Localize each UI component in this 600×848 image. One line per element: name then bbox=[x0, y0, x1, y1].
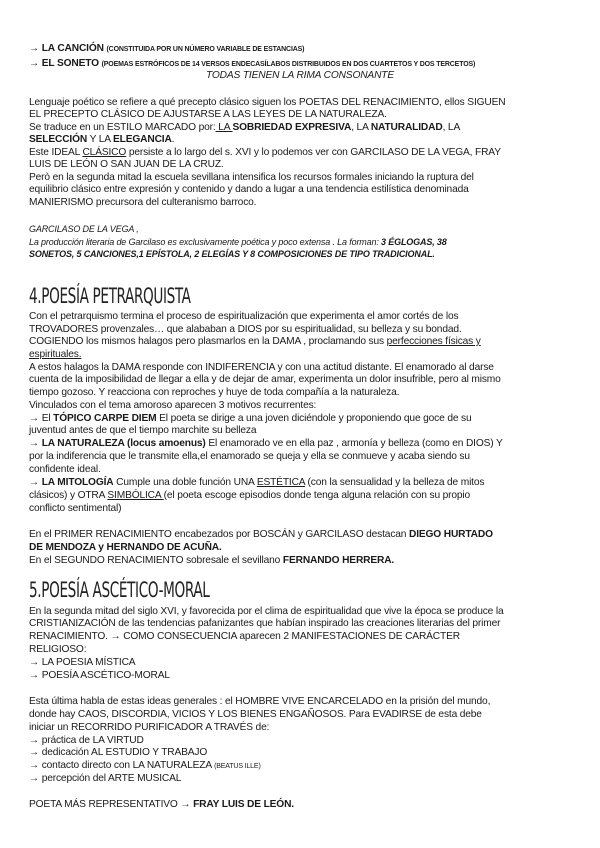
intro-line-8: equilibrio clásico entre expresión y contenido y dando a lugar a una tendencia estilística denominada bbox=[29, 184, 469, 195]
text: , LA bbox=[442, 122, 461, 133]
text: perfecciones físicas y bbox=[386, 336, 481, 347]
text: El poeta se dirige a una joven diciéndole y proponiendo que goce de su bbox=[156, 413, 472, 424]
text: El enamorado ve en ella paz , armonía y belleza (como en DIOS) Y bbox=[205, 438, 503, 449]
text: Se traduce en un ESTILO MARCADO por: bbox=[29, 122, 216, 133]
sec4-line: Vinculados con el tema amoroso aparecen 3 motivos recurrentes: bbox=[29, 400, 317, 411]
list-item: → práctica de LA VIRTUD bbox=[29, 735, 144, 746]
sec5-line: iniciar un RECORRIDO PURIFICADOR A TRAVÉS de: bbox=[29, 722, 270, 733]
motif-mitologia-cont bbox=[29, 490, 470, 502]
text: . bbox=[171, 134, 175, 145]
text: → El bbox=[29, 413, 54, 424]
sec5-line: CRISTIANIZACIÓN de las tendencias pafanizantes que habían inspirado las creaciones literarias del primer bbox=[29, 618, 501, 629]
sec4-line: A estos halagos la DAMA responde con INDIFERENCIA y con una actitud distante. El enamorado al darse bbox=[29, 362, 494, 373]
motif-mitologia-cont: conflicto sentimental) bbox=[29, 503, 122, 514]
first-renaissance bbox=[29, 529, 493, 541]
garcilaso-line-2: SONETOS, 5 CANCIONES,1 EPÍSTOLA, 2 ELEGÍAS Y 8 COMPOSICIONES DE TIPO TRADICIONAL. bbox=[29, 249, 435, 259]
soneto-label: EL SONETO bbox=[41, 58, 99, 69]
list-item: → percepción del ARTE MUSICAL bbox=[29, 773, 182, 784]
motif-mitologia bbox=[29, 477, 484, 489]
text: → bbox=[29, 438, 42, 449]
intro-line-3 bbox=[29, 122, 460, 134]
list-item bbox=[29, 760, 261, 773]
section-4-heading: 4.POESÍA PETRARQUISTA bbox=[29, 284, 191, 308]
text: LA bbox=[215, 122, 233, 133]
arrow: → bbox=[29, 58, 40, 69]
text: La producción literaria de Garcilaso es exclusivamente poética y poco extensa . La forman: bbox=[29, 237, 382, 247]
text: LA NATURALEZA (locus amoenus) bbox=[41, 438, 206, 449]
text: ELEGANCIA bbox=[113, 134, 172, 145]
motif-carpe-diem bbox=[29, 413, 472, 425]
text: ESTÉTICA bbox=[256, 477, 305, 488]
cancion-line bbox=[29, 43, 304, 56]
motif-carpe-diem-cont: juventud antes de que el tiempo marchite su belleza bbox=[29, 425, 257, 436]
garcilaso-title: GARCILASO DE LA VEGA , bbox=[29, 224, 139, 234]
motif-naturaleza bbox=[29, 438, 503, 450]
text: COGIENDO los mismos halagos pero plasmarlos en la DAMA , proclamando sus bbox=[29, 336, 387, 347]
soneto-note: (POEMAS ESTRÓFICOS DE 14 VERSOS ENDECASÍLABOS DISTRIBUIDOS EN DOS CUARTETOS Y DOS TERCETOS) bbox=[101, 61, 476, 68]
text: POETA MÁS REPRESENTATIVO → bbox=[29, 799, 194, 810]
text: 3 ÉGLOGAS, 38 bbox=[381, 237, 447, 247]
motif-naturaleza-cont: por la indiferencia que le transmite ella,el enamorado se queja y ella se conmueve y acaba siendo su bbox=[29, 451, 470, 462]
intro-line-7: Però en la segunda mitad la escuela sevillana intensifica los recursos formales iniciando la ruptura del bbox=[29, 172, 474, 183]
text: DIEGO HURTADO bbox=[408, 529, 493, 540]
text: FERNANDO HERRERA. bbox=[282, 555, 395, 566]
list-item: → LA POESIA MÍSTICA bbox=[29, 657, 136, 668]
intro-line-6: LUIS DE LEÓN O SAN JUAN DE LA CRUZ. bbox=[29, 159, 224, 170]
text: , LA bbox=[351, 122, 371, 133]
intro-line-5 bbox=[29, 147, 501, 159]
sec4-line bbox=[29, 336, 481, 348]
text: CLÁSICO bbox=[82, 147, 127, 158]
text: (con la sensualidad y la belleza de mitos bbox=[304, 477, 485, 488]
sec4-line: tiempo gozoso. Y reacciona con reproches y huye de toda compañía a la naturaleza. bbox=[29, 387, 400, 398]
text: (BEATUS ILLE) bbox=[214, 763, 261, 770]
list-item: → dedicación AL ESTUDIO Y TRABAJO bbox=[29, 747, 208, 758]
text: SOBRIEDAD EXPRESIVA bbox=[232, 122, 352, 133]
representative-poet bbox=[29, 799, 294, 811]
text: Cumple una doble función UNA bbox=[113, 477, 257, 488]
sec5-line: RENACIMIENTO. → COMO CONSECUENCIA aparecen 2 MANIFESTACIONES DE CARÁCTER bbox=[29, 631, 460, 642]
text: NATURALIDAD bbox=[370, 122, 443, 133]
text: persiste a lo largo del s. XVI y lo podemos ver con GARCILASO DE LA VEGA, FRAY bbox=[126, 147, 501, 158]
text: clásicos) y OTRA bbox=[29, 490, 108, 501]
text: En el SEGUNDO RENACIMIENTO sobresale el sevillano bbox=[29, 555, 283, 566]
intro-line-1: Lenguaje poético se refiere a qué precepto clásico siguen los POETAS DEL RENACIMIENTO, ellos SIGUEN bbox=[29, 97, 506, 108]
cancion-note: (CONSTITUIDA POR UN NÚMERO VARIABLE DE ESTANCIAS) bbox=[106, 46, 305, 53]
text: LA MITOLOGÍA bbox=[41, 477, 114, 488]
sec5-line: En la segunda mitad del siglo XVI, y favorecida por el clima de espiritualidad que vive la época se produce la bbox=[29, 606, 504, 617]
text: SIMBÓLICA bbox=[107, 490, 164, 501]
second-renaissance bbox=[29, 555, 394, 567]
arrow: → bbox=[29, 43, 40, 54]
text: Y LA bbox=[87, 134, 114, 145]
sec4-line: TROVADORES provenzales… que alababan a DIOS por su espiritualidad, su belleza y su bondad. bbox=[29, 324, 462, 335]
list-item: → POESÍA ASCÉTICO-MORAL bbox=[29, 670, 170, 681]
first-renaissance-cont: DE MENDOZA y HERNANDO DE ACUÑA. bbox=[29, 542, 222, 553]
sec5-line: donde hay CAOS, DISCORDIA, VICIOS Y LOS BIENES ENGAÑOSOS. Para EVADIRSE de esta debe bbox=[29, 709, 482, 720]
text: → contacto directo con LA NATURALEZA bbox=[29, 760, 215, 771]
motif-naturaleza-cont: confidente ideal. bbox=[29, 464, 101, 475]
garcilaso-line-1 bbox=[29, 236, 447, 248]
text: → bbox=[29, 477, 42, 488]
cancion-label: LA CANCIÓN bbox=[41, 43, 104, 54]
text: Este IDEAL bbox=[29, 147, 83, 158]
sec4-line: cuenta de la imposibilidad de llegar a ella y de dejar de amar, experimenta un dolor insufrible, pero al mismo bbox=[29, 374, 501, 385]
intro-line-9: MANIERISMO precursora del culteranismo barroco. bbox=[29, 197, 257, 208]
sec4-line: espirituales. bbox=[29, 349, 82, 360]
intro-line-4 bbox=[29, 134, 174, 146]
text: (el poeta escoge episodios donde tenga alguna relación con su propio bbox=[163, 490, 471, 501]
sec5-line: Esta última habla de estas ideas generales : el HOMBRE VIVE ENCARCELADO en la prisión del mundo, bbox=[29, 696, 491, 707]
text: FRAY LUIS DE LEÓN. bbox=[193, 799, 294, 810]
rima-note: TODAS TIENEN LA RIMA CONSONANTE bbox=[206, 70, 394, 81]
sec5-line: RELIGIOSO: bbox=[29, 644, 87, 655]
text: En el PRIMER RENACIMIENTO encabezados por BOSCÁN y GARCILASO destacan bbox=[29, 529, 409, 540]
sec4-line: Con el petrarquismo termina el proceso de espiritualización que experimenta el amor cortés de los bbox=[29, 311, 459, 322]
text: SELECCIÓN bbox=[29, 134, 88, 145]
intro-line-2: EL PRECEPTO CLÁSICO DE AJUSTARSE A LAS LEYES DE LA NATURALEZA. bbox=[29, 109, 387, 120]
section-5-heading: 5.POESÍA ASCÉTICO-MORAL bbox=[29, 578, 210, 602]
text: TÓPICO CARPE DIEM bbox=[53, 413, 157, 424]
